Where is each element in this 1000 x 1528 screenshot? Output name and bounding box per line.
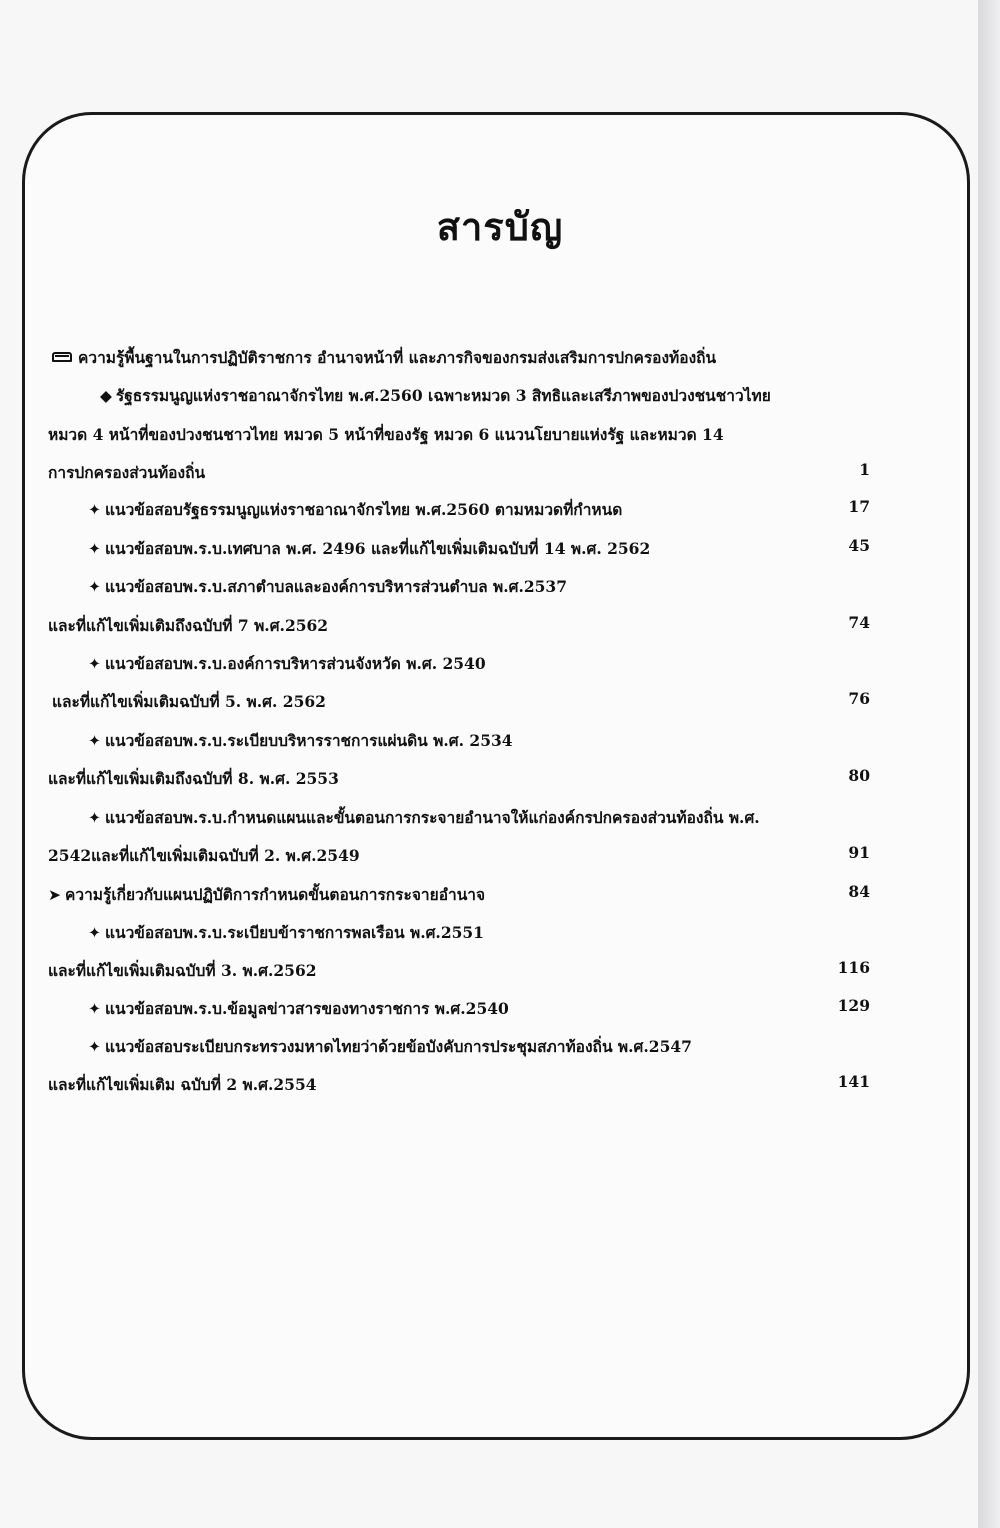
page-number: 74	[848, 613, 870, 632]
book-stack-icon	[52, 350, 72, 364]
toc-entry-line1	[88, 574, 567, 599]
page-number: 91	[848, 843, 870, 862]
toc-entry-text: แนวข้อสอบพ.ร.บ.องค์การบริหารส่วนจังหวัด พ.ศ. 2540	[105, 654, 486, 673]
toc-entry-text: แนวข้อสอบพ.ร.บ.สภาตำบลและองค์การบริหารส่วนตำบล พ.ศ.2537	[105, 577, 567, 596]
page-number: 141	[837, 1072, 870, 1091]
section-heading-decentralization	[48, 882, 485, 907]
toc-entry-line2: และที่แก้ไขเพิ่มเติมฉบับที่ 5. พ.ศ. 2562	[52, 692, 326, 711]
toc-entry-line2: 2542และที่แก้ไขเพิ่มเติมฉบับที่ 2. พ.ศ.2549	[48, 846, 360, 865]
toc-entry-line2: และที่แก้ไขเพิ่มเติมถึงฉบับที่ 8. พ.ศ. 2553	[48, 769, 339, 788]
toc-entry-line2: และที่แก้ไขเพิ่มเติมฉบับที่ 3. พ.ศ.2562	[48, 961, 317, 980]
star-icon: ✦	[88, 924, 101, 942]
toc-entry-line1	[88, 920, 484, 945]
page-title: สารบัญ	[436, 204, 564, 249]
toc-entry-line1	[88, 805, 760, 830]
page-number: 76	[848, 689, 870, 708]
toc-entry-line1	[88, 497, 622, 522]
page-number: 1	[859, 460, 870, 479]
section-heading-text: ความรู้เกี่ยวกับแผนปฏิบัติการกำหนดขั้นตอนการกระจายอำนาจ	[65, 885, 486, 904]
toc-entry-constitution-line2: หมวด 4 หน้าที่ของปวงชนชาวไทย หมวด 5 หน้าที่ของรัฐ หมวด 6 แนวนโยบายแห่งรัฐ และหมวด 14	[48, 425, 724, 444]
star-icon: ✦	[88, 1038, 101, 1056]
star-icon: ✦	[88, 578, 101, 596]
toc-entry-text: แนวข้อสอบระเบียบกระทรวงมหาดไทยว่าด้วยข้อบังคับการประชุมสภาท้องถิ่น พ.ศ.2547	[105, 1037, 692, 1056]
toc-entry-line1	[88, 536, 650, 561]
star-icon: ✦	[88, 540, 101, 558]
toc-entry-text: แนวข้อสอบพ.ร.บ.เทศบาล พ.ศ. 2496 และที่แก้ไขเพิ่มเติมฉบับที่ 14 พ.ศ. 2562	[105, 539, 651, 558]
toc-entry-constitution-line3: การปกครองส่วนท้องถิ่น	[48, 463, 206, 482]
diamond-icon: ◆	[100, 387, 112, 405]
page-number: 80	[848, 766, 870, 785]
page-number: 84	[848, 882, 870, 901]
toc-entry-line2: และที่แก้ไขเพิ่มเติมถึงฉบับที่ 7 พ.ศ.2562	[48, 616, 329, 635]
page-number: 17	[848, 497, 870, 516]
star-icon: ✦	[88, 1000, 101, 1018]
toc-entry-constitution-line1	[100, 383, 771, 408]
section-heading-basic-knowledge	[52, 345, 716, 370]
star-icon: ✦	[88, 809, 101, 827]
toc-entry-line1	[88, 996, 509, 1021]
star-icon: ✦	[88, 655, 101, 673]
page-number: 45	[848, 536, 870, 555]
toc-entry-text: รัฐธรรมนูญแห่งราชอาณาจักรไทย พ.ศ.2560 เฉพาะหมวด 3 สิทธิและเสรีภาพของปวงชนชาวไทย	[115, 386, 771, 405]
toc-entry-line1	[88, 1034, 692, 1059]
toc-entry-text: แนวข้อสอบพ.ร.บ.ระเบียบบริหารราชการแผ่นดิน พ.ศ. 2534	[105, 731, 513, 750]
star-icon: ✦	[88, 732, 101, 750]
arrow-right-icon: ➤	[48, 886, 61, 904]
toc-entry-line1	[88, 728, 513, 753]
page-number: 116	[837, 958, 870, 977]
toc-entry-text: แนวข้อสอบรัฐธรรมนูญแห่งราชอาณาจักรไทย พ.ศ.2560 ตามหมวดที่กำหนด	[105, 500, 623, 519]
toc-entry-line2: และที่แก้ไขเพิ่มเติม ฉบับที่ 2 พ.ศ.2554	[48, 1075, 317, 1094]
page-number: 129	[837, 996, 870, 1015]
toc-entry-text: แนวข้อสอบพ.ร.บ.ระเบียบข้าราชการพลเรือน พ.ศ.2551	[105, 923, 484, 942]
toc-entry-line1	[88, 651, 486, 676]
star-icon: ✦	[88, 501, 101, 519]
section-heading-text: ความรู้พื้นฐานในการปฏิบัติราชการ อำนาจหน้าที่ และภารกิจของกรมส่งเสริมการปกครองท้องถิ่น	[78, 348, 717, 367]
toc-entry-text: แนวข้อสอบพ.ร.บ.กำหนดแผนและขั้นตอนการกระจายอำนาจให้แก่องค์กรปกครองส่วนท้องถิ่น พ.ศ.	[105, 808, 760, 827]
toc-entry-text: แนวข้อสอบพ.ร.บ.ข้อมูลข่าวสารของทางราชการ พ.ศ.2540	[105, 999, 509, 1018]
